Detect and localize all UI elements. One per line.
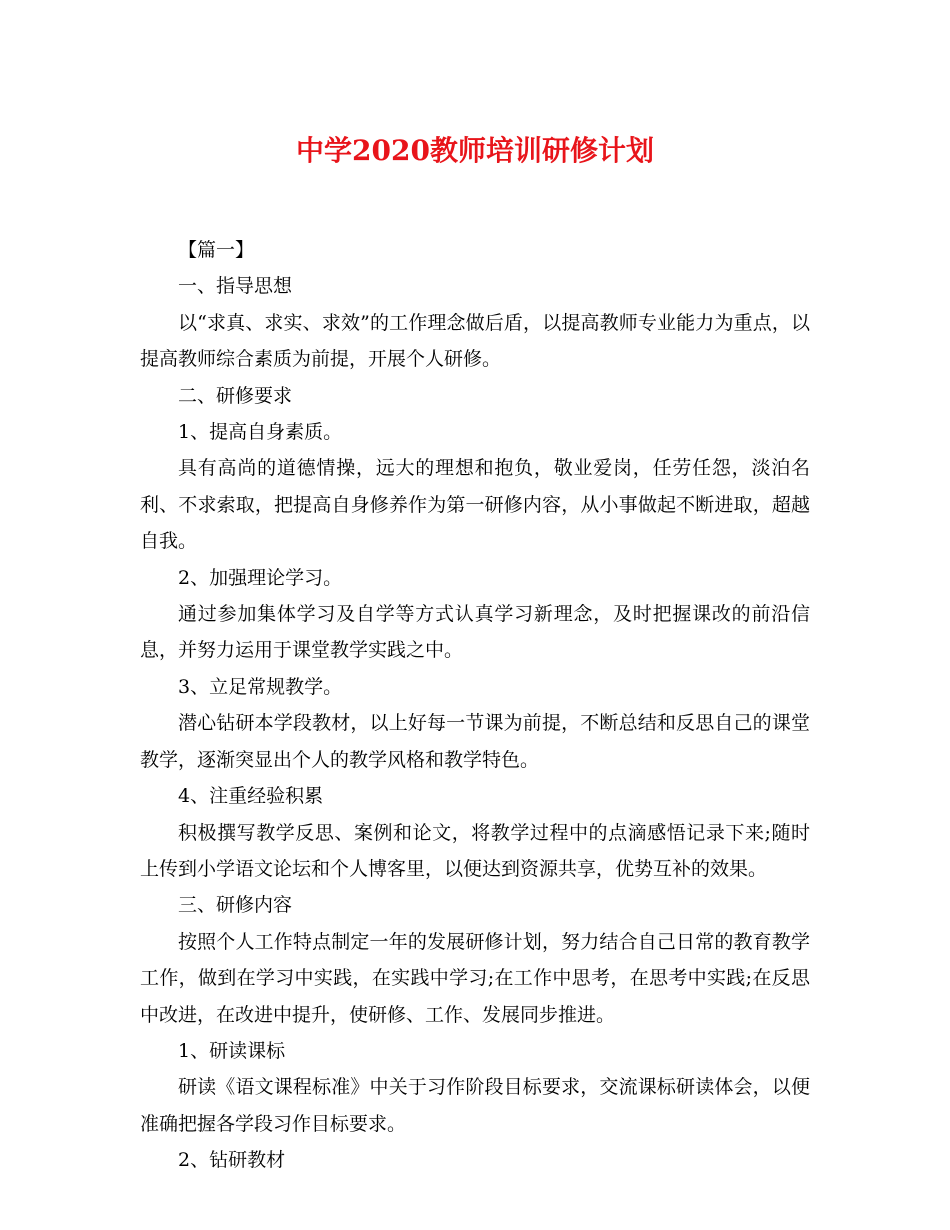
subsection-heading: 1、提高自身素质。	[178, 421, 343, 444]
subsection-heading: 1、研读课标	[178, 1039, 286, 1062]
paragraph: 具有高尚的道德情操，远大的理想和抱负，敬业爱岗，任劳任怨，淡泊名利、不求索取，把提高自身修养作为第一研修内容，从小事做起不断进取，超越自我。	[140, 457, 810, 553]
paragraph: 按照个人工作特点制定一年的发展研修计划，努力结合自己日常的教育教学工作，做到在学习中实践，在实践中学习;在工作中思考，在思考中实践;在反思中改进，在改进中提升，使研修、工作、发展同步推进。	[140, 930, 810, 1026]
subsection-heading: 4、注重经验积累	[178, 785, 324, 808]
paragraph: 潜心钻研本学段教材，以上好每一节课为前提，不断总结和反思自己的课堂教学，逐渐突显出个人的教学风格和教学特色。	[140, 712, 810, 771]
subsection-heading: 3、立足常规教学。	[178, 675, 343, 698]
paragraph: 以“求真、求实、求效”的工作理念做后盾，以提高教师专业能力为重点，以提高教师综合素质为前提，开展个人研修。	[140, 311, 810, 371]
paragraph: 研读《语文课程标准》中关于习作阶段目标要求，交流课标研读体会，以便准确把握各学段习作目标要求。	[140, 1076, 810, 1135]
paragraph: 【篇一】	[178, 239, 255, 261]
document-body	[140, 232, 810, 1179]
subsection-heading: 2、钻研教材	[178, 1149, 286, 1172]
section-heading: 三、研修内容	[178, 894, 293, 917]
document-title: 中学2020教师培训研修计划	[296, 134, 654, 167]
section-heading: 一、指导思想	[178, 275, 293, 298]
section-heading: 二、研修要求	[178, 384, 293, 407]
paragraph: 通过参加集体学习及自学等方式认真学习新理念，及时把握课改的前沿信息，并努力运用于课堂教学实践之中。	[140, 603, 810, 662]
subsection-heading: 2、加强理论学习。	[178, 566, 343, 589]
paragraph: 积极撰写教学反思、案例和论文，将教学过程中的点滴感悟记录下来;随时上传到小学语文论坛和个人博客里，以便达到资源共享，优势互补的效果。	[140, 821, 810, 880]
